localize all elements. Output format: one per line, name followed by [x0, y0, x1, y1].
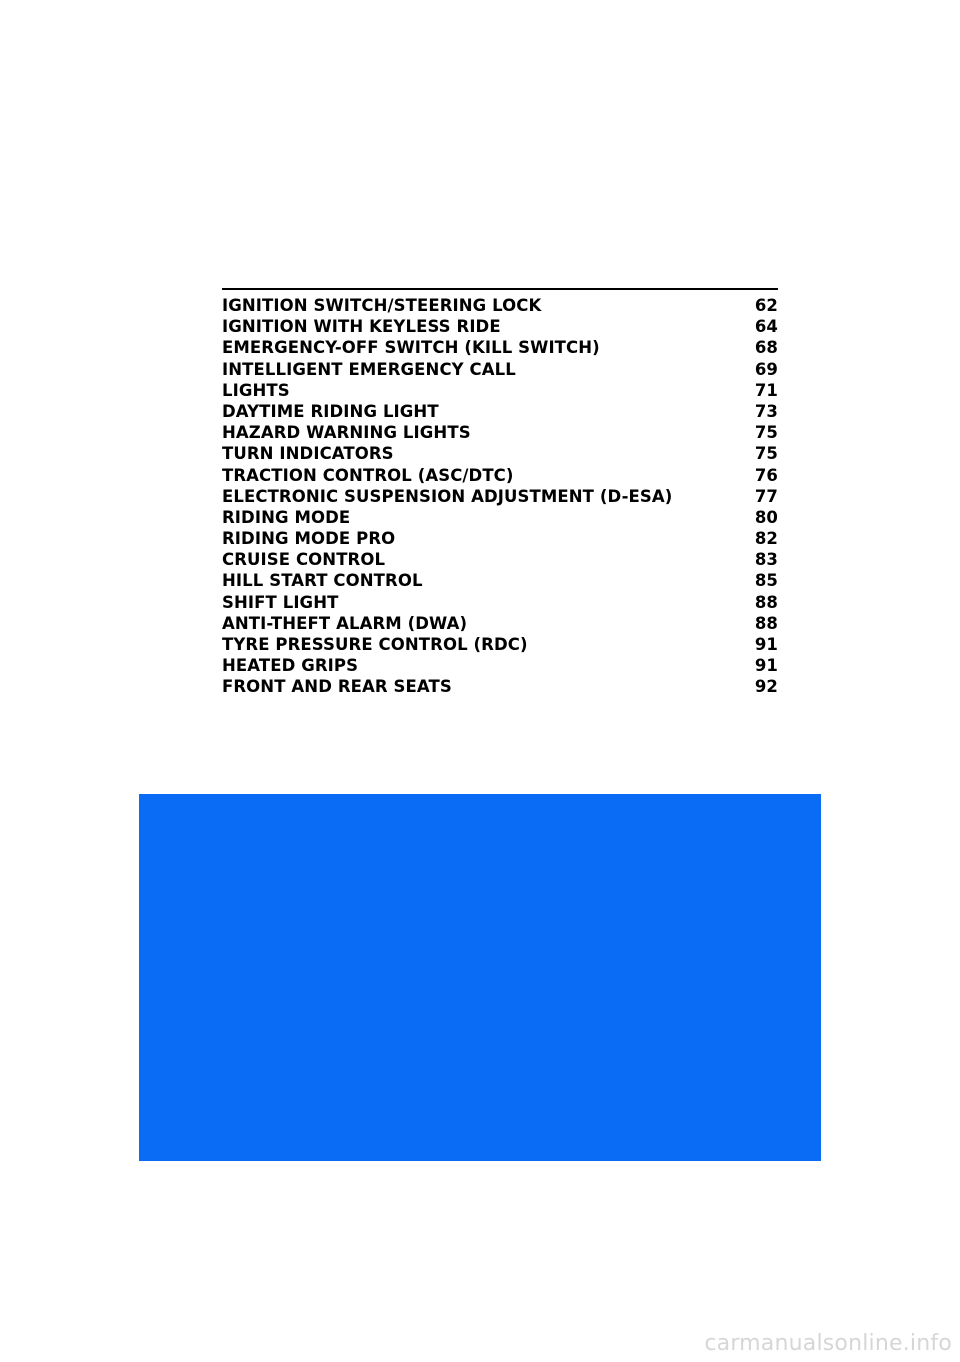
- toc-entry-page: 83: [754, 550, 778, 570]
- toc-entry-cruise-control[interactable]: [222, 549, 778, 570]
- toc-entry-keyless-ride[interactable]: [222, 316, 778, 337]
- toc-entry-page: 92: [754, 677, 778, 697]
- toc-entry-page: 91: [754, 635, 778, 654]
- toc-entry-page: 62: [754, 296, 778, 315]
- toc-entry-page: 82: [754, 529, 778, 549]
- toc-entry-anti-theft-alarm[interactable]: [222, 613, 778, 634]
- toc-entry-title: HILL START CONTROL: [222, 571, 423, 591]
- toc-entry-page: 77: [754, 486, 778, 506]
- toc-entry-hill-start-control[interactable]: [222, 570, 778, 591]
- toc-entry-hazard-warning-lights[interactable]: [222, 422, 778, 443]
- toc-entry-page: 69: [754, 359, 778, 379]
- toc-entry-title: DAYTIME RIDING LIGHT: [222, 401, 439, 421]
- toc-entry-page: 71: [754, 380, 778, 400]
- toc-entry-page: 68: [754, 338, 778, 358]
- toc-entry-traction-control[interactable]: [222, 465, 778, 486]
- toc-entry-page: 75: [754, 423, 778, 443]
- toc-entry-title: ELECTRONIC SUSPENSION ADJUSTMENT (D-ESA): [222, 486, 673, 506]
- watermark-text: carmanualsonline.info: [704, 1331, 952, 1356]
- toc-entry-title: LIGHTS: [222, 380, 290, 400]
- toc-entry-title: SHIFT LIGHT: [222, 592, 339, 612]
- toc-entry-title: RIDING MODE PRO: [222, 529, 396, 549]
- toc-entry-lights[interactable]: [222, 380, 778, 401]
- toc-entry-title: TURN INDICATORS: [222, 444, 394, 464]
- toc-entry-page: 73: [754, 401, 778, 421]
- toc-entry-page: 80: [754, 507, 778, 527]
- toc-entry-page: 91: [754, 656, 778, 676]
- toc-entry-kill-switch[interactable]: [222, 337, 778, 358]
- toc-entry-title: ANTI-THEFT ALARM (DWA): [222, 613, 468, 633]
- toc-entry-title: CRUISE CONTROL: [222, 550, 386, 570]
- toc-entry-page: 64: [754, 317, 778, 337]
- blue-color-panel: [139, 794, 821, 1161]
- toc-entry-tyre-pressure-control[interactable]: [222, 634, 778, 655]
- toc-entry-title: TYRE PRESSURE CONTROL (RDC): [222, 635, 528, 654]
- toc-entry-page: 75: [754, 444, 778, 464]
- toc-entry-turn-indicators[interactable]: [222, 443, 778, 464]
- table-of-contents: [222, 288, 778, 698]
- toc-entry-ignition-switch[interactable]: [222, 295, 778, 316]
- toc-entry-page: 85: [754, 571, 778, 591]
- toc-entry-title: IGNITION WITH KEYLESS RIDE: [222, 317, 501, 337]
- toc-entry-page: 88: [754, 592, 778, 612]
- toc-entry-front-rear-seats[interactable]: [222, 676, 778, 697]
- toc-entry-title: TRACTION CONTROL (ASC/DTC): [222, 465, 514, 485]
- toc-entry-title: EMERGENCY-OFF SWITCH (KILL SWITCH): [222, 338, 600, 358]
- toc-entry-page: 76: [754, 465, 778, 485]
- toc-entry-emergency-call[interactable]: [222, 359, 778, 380]
- toc-entry-title: FRONT AND REAR SEATS: [222, 677, 452, 697]
- toc-entry-title: INTELLIGENT EMERGENCY CALL: [222, 359, 516, 379]
- toc-entry-suspension-adjustment[interactable]: [222, 486, 778, 507]
- toc-entry-shift-light[interactable]: [222, 592, 778, 613]
- toc-entry-title: HAZARD WARNING LIGHTS: [222, 423, 471, 443]
- toc-entry-title: RIDING MODE: [222, 507, 351, 527]
- toc-entry-title: IGNITION SWITCH/STEERING LOCK: [222, 296, 542, 315]
- toc-entry-riding-mode-pro[interactable]: [222, 528, 778, 549]
- toc-entry-riding-mode[interactable]: [222, 507, 778, 528]
- toc-entry-title: HEATED GRIPS: [222, 656, 359, 676]
- toc-entry-page: 88: [754, 613, 778, 633]
- toc-entry-heated-grips[interactable]: [222, 655, 778, 676]
- toc-entry-daytime-riding-light[interactable]: [222, 401, 778, 422]
